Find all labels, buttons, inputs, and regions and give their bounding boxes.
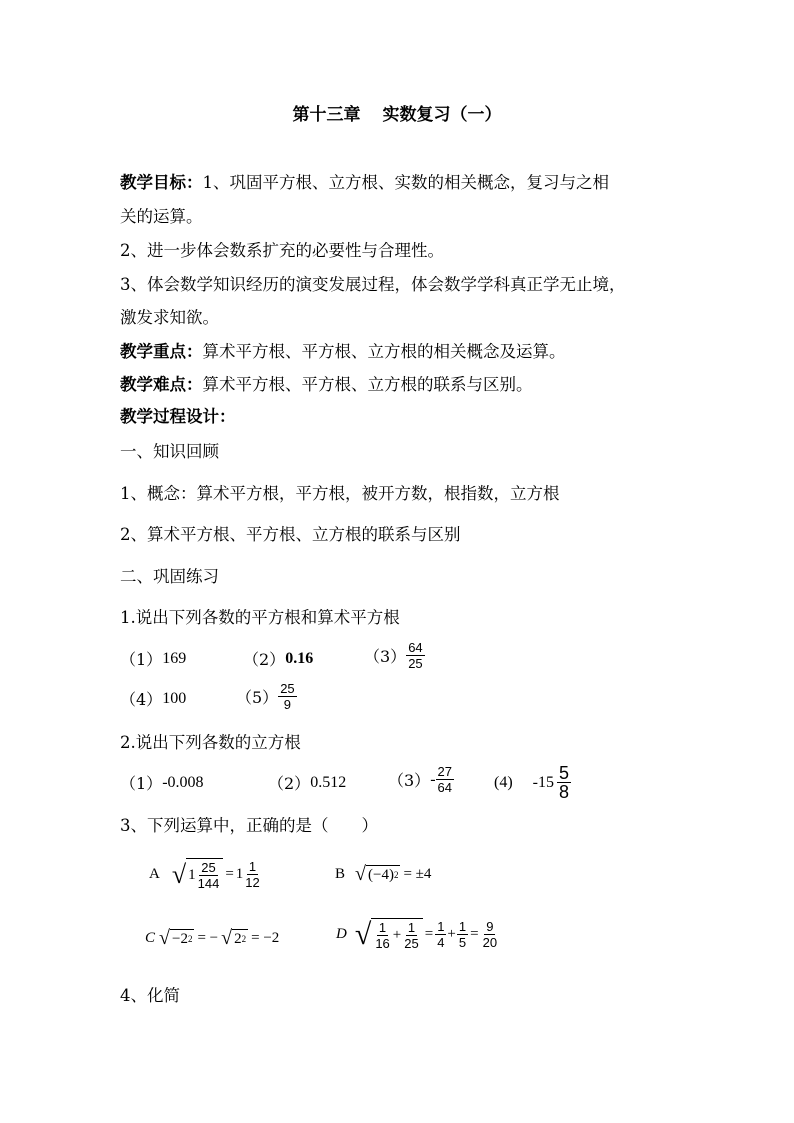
- objectives-line-1: [120, 172, 609, 194]
- section2-heading: 二、巩固练习: [120, 567, 219, 586]
- difficulties-label: 教学难点：: [120, 375, 203, 394]
- q1-item-c: （3） $\frac{64}{25}$: [364, 640, 423, 671]
- square-root: √ 1 $\frac{25}{144}$: [172, 858, 223, 891]
- square-root: √ (−4) 2: [355, 863, 399, 885]
- chapter-subtitle: 实数复习（一）: [382, 105, 502, 125]
- objectives-text-1: 1、巩固平方根、立方根、实数的相关概念，复习与之相: [202, 173, 609, 192]
- section1-item-1: 1、概念：算术平方根，平方根，被开方数，根指数，立方根: [120, 484, 560, 503]
- q3-option-c: C √ −2 2 = − √ 2 2 = −2: [145, 927, 280, 949]
- fraction: $\frac{5}{8}$: [558, 763, 569, 802]
- fraction: $\frac{64}{25}$: [408, 640, 423, 671]
- q3-option-b: B √ (−4) 2 = ±4: [335, 863, 432, 885]
- key-points-line: [120, 341, 566, 363]
- fraction: $\frac{25}{9}$: [280, 681, 295, 712]
- q3-option-d: D √ $\frac{1}{16}$ + $\frac{1}{25}$ = $\frac{1}{4}$ + $\frac{1}{5}$ = $\frac{9}{20}$: [336, 917, 498, 951]
- difficulties-line: [120, 374, 533, 396]
- objectives-line-1b: 关的运算。: [120, 207, 203, 226]
- q2-prompt: 2.说出下列各数的立方根: [120, 733, 301, 752]
- q3-option-a: A √ 1 $\frac{25}{144}$ = 1 $\frac{1}{12}$: [149, 859, 260, 891]
- q2-item-a: （1） -0.008: [120, 773, 204, 793]
- section1-heading: 一、知识回顾: [120, 442, 219, 461]
- fraction: $\frac{27}{64}$: [437, 764, 452, 795]
- q2-item-c: （3） - $\frac{27}{64}$: [388, 764, 452, 795]
- difficulties-text: 算术平方根、平方根、立方根的联系与区别。: [202, 375, 533, 394]
- square-root: √ $\frac{1}{16}$ + $\frac{1}{25}$: [355, 918, 423, 951]
- key-points-label: 教学重点：: [120, 342, 203, 361]
- process-heading: 教学过程设计：: [120, 407, 236, 426]
- q2-item-b: （2） 0.512: [268, 773, 347, 793]
- q1-item-a: （1） 169: [120, 649, 187, 669]
- q1-item-d: （4） 100: [120, 689, 187, 709]
- q1-item-b: （2） 0.16: [243, 649, 314, 669]
- q1-prompt: 1.说出下列各数的平方根和算术平方根: [120, 608, 400, 627]
- objectives-line-3: 3、体会数学知识经历的演变发展过程，体会数学学科真正学无止境，: [120, 275, 626, 294]
- square-root: √ −2 2: [159, 927, 193, 949]
- objectives-line-2: 2、进一步体会数系扩充的必要性与合理性。: [120, 241, 444, 260]
- key-points-text: 算术平方根、平方根、立方根的相关概念及运算。: [202, 342, 566, 361]
- square-root: √ 2 2: [221, 927, 247, 949]
- q4-prompt: 4、化简: [120, 986, 180, 1005]
- q3-prompt: 3、下列运算中，正确的是（ ）: [120, 816, 378, 835]
- q2-item-d: (4) -15 $\frac{5}{8}$: [494, 763, 569, 802]
- section1-item-2: 2、算术平方根、平方根、立方根的联系与区别: [120, 525, 461, 544]
- q1-item-e: （5） $\frac{25}{9}$: [236, 681, 295, 712]
- page-title: [0, 100, 794, 125]
- objectives-label: 教学目标：: [120, 173, 203, 192]
- objectives-line-3b: 激发求知欲。: [120, 308, 219, 327]
- chapter-label: 第十三章: [292, 105, 361, 125]
